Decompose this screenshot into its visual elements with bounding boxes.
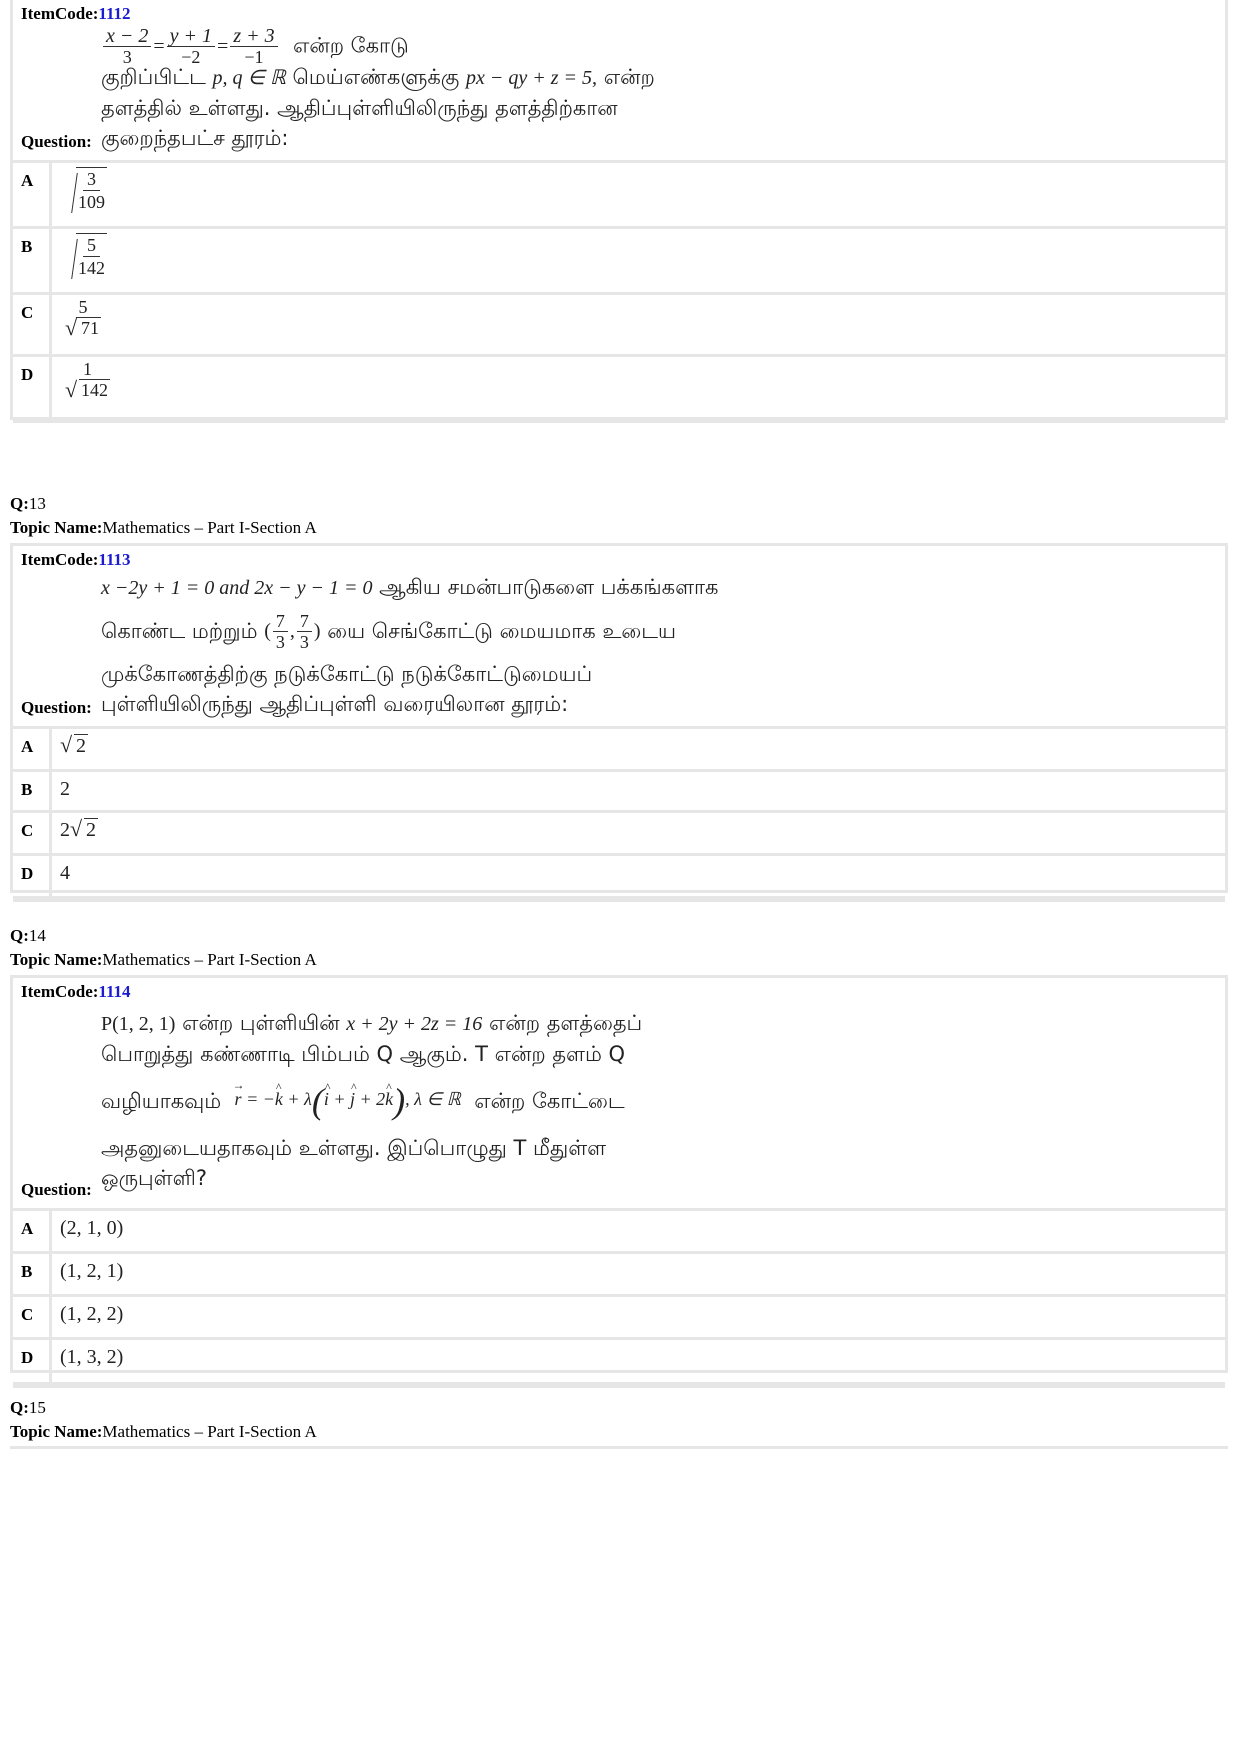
line-equation: → r = −^ k + λ(^ i + ^ j + 2^ k), λ ∈ ℝ (235, 1083, 461, 1119)
question-row (13, 546, 1225, 729)
question-number-header: Q:13 (10, 494, 46, 513)
option-b[interactable]: B 2 (13, 772, 1225, 813)
item-code-value: 1113 (98, 550, 131, 569)
eq-fraction-x: $\frac{x - 2}{3}$ (103, 26, 151, 67)
option-value: $\frac{3}{109}$ (60, 167, 107, 213)
question-label: Question: (21, 1180, 92, 1199)
option-value: 2 (60, 778, 70, 800)
topic-header: Topic Name:Mathematics – Part I-Section A (10, 1422, 317, 1441)
question-card-1114 (10, 975, 1228, 1373)
option-a[interactable]: A $\frac{3}{109}$ (13, 163, 1225, 229)
question-card-1112 (10, 0, 1228, 420)
option-value: $\frac{5}{142}$ (60, 233, 107, 279)
option-c[interactable]: C 5 √ 71 (13, 295, 1225, 357)
question-text: $\frac{x - 2}{3}$ = $\frac{y + 1}{-2}$ = $\frac{z + 3}{-1}$ என்ற கோடு குறிப்பிட்ட p, q ∈ ℝ மெய்எண்களுக்கு px − qy + z = 5, என்ற தளத்தில் உள்ளது. ஆதிப்புள்ளியிலிருந்து தளத்திற்கான குறைந்தபட்ச தூரம்: (101, 25, 655, 150)
option-b[interactable]: B $\frac{5}{142}$ (13, 229, 1225, 295)
topic-header: Topic Name:Mathematics – Part I-Section A (10, 950, 317, 969)
centroid-fraction: $\frac{7}{3}$ (273, 611, 288, 652)
option-d[interactable]: D (1, 3, 2) (13, 1340, 1225, 1388)
option-value: (2, 1, 0) (60, 1217, 124, 1239)
item-code-value: 1112 (98, 4, 131, 23)
question-number-header: Q:15 (10, 1398, 46, 1417)
question-label: Question: (21, 698, 92, 717)
question-text: P(1, 2, 1) என்ற புள்ளியின் x + 2y + 2z = 16 என்ற தளத்தைப் பொறுத்து கண்ணாடி பிம்பம் Q ஆகும். T என்ற தளம் Q வழியாகவும் → r = −^ k + λ(^ i + ^ j + 2^ k), λ ∈ ℝ என்ற கோட்டை அதனுடையதாகவும் உள்ளது. இப்பொழுது T மீதுள்ள ஒருபுள்ளி? (101, 1008, 642, 1193)
question-label: Question: (21, 132, 92, 151)
option-d[interactable]: D 4 (13, 856, 1225, 902)
question-row (13, 978, 1225, 1211)
option-c[interactable]: C (1, 2, 2) (13, 1297, 1225, 1340)
topic-header: Topic Name:Mathematics – Part I-Section A (10, 518, 317, 537)
item-code: ItemCode:1114 (21, 982, 131, 1001)
option-d[interactable]: D 1 √ 142 (13, 357, 1225, 423)
option-value: 2√ 2 (52, 813, 98, 853)
option-value: 4 (60, 862, 70, 884)
option-value: √ 2 (60, 735, 88, 758)
option-value: 1 √ 142 (62, 359, 113, 400)
question-row (13, 0, 1225, 163)
question-card-1113 (10, 543, 1228, 893)
section-divider (10, 1446, 1228, 1449)
question-number-header: Q:14 (10, 926, 46, 945)
option-value: (1, 2, 1) (60, 1260, 124, 1282)
item-code: ItemCode:1112 (21, 4, 131, 23)
eq-fraction-z: $\frac{z + 3}{-1}$ (230, 26, 277, 67)
option-value: (1, 3, 2) (60, 1346, 124, 1368)
option-value: 5 √ 71 (62, 297, 104, 338)
centroid-fraction: $\frac{7}{3}$ (297, 611, 312, 652)
option-c[interactable]: C 2√ 2 (13, 813, 1225, 856)
option-a[interactable]: A √ 2 (13, 729, 1225, 772)
item-code: ItemCode:1113 (21, 550, 131, 569)
eq-fraction-y: $\frac{y + 1}{-2}$ (167, 26, 215, 67)
option-b[interactable]: B (1, 2, 1) (13, 1254, 1225, 1297)
question-text: x −2y + 1 = 0 and 2x − y − 1 = 0 ஆகிய சமன்பாடுகளை பக்கங்களாக கொண்ட மற்றும் ( $\frac{7}{3}$ , $\frac{7}{3}$ ) யை செங்கோட்டு மையமாக உடைய முக்கோணத்திற்கு நடுக்கோட்டு நடுக்கோட்டுமையப் புள்ளியிலிருந்து ஆதிப்புள்ளி வரையிலான தூரம்: (101, 575, 719, 716)
item-code-value: 1114 (98, 982, 131, 1001)
option-value: (1, 2, 2) (60, 1303, 124, 1325)
option-a[interactable]: A (2, 1, 0) (13, 1211, 1225, 1254)
